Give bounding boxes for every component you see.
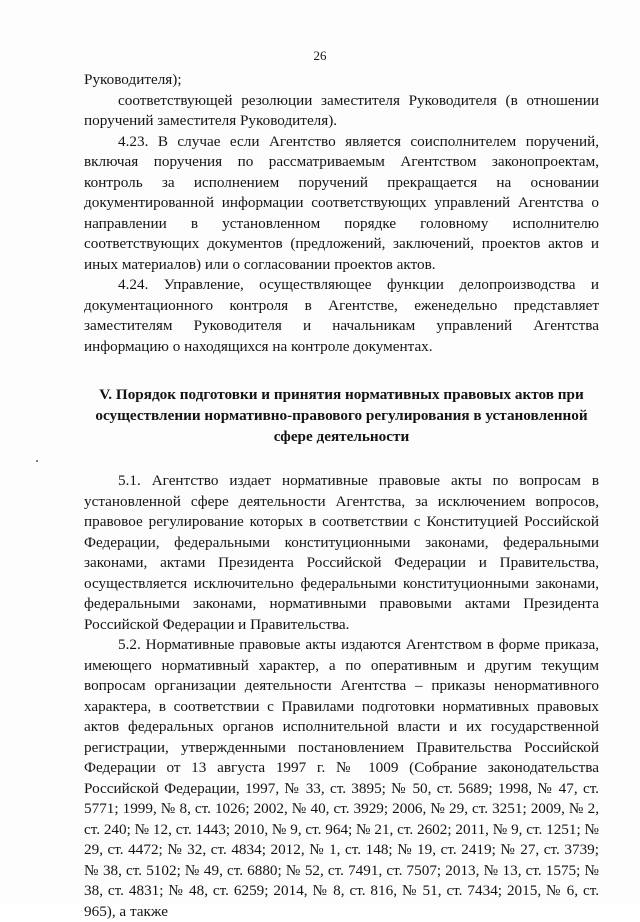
paragraph-4-23: 4.23. В случае если Агентство является соисполнителем поручений, включая поручения по рассматриваемым Агентством законопроектам, контроль за исполнением поручений прекращается на основании документированной информации соответствующих управлений Агентства о направлении в установленном порядке головному исполнителю соответствующих документов (предложений, заключений, проектов актов и иных материалов) или о согласовании проектов актов. [84, 132, 599, 273]
section-heading [84, 384, 599, 447]
paragraph-5-1: 5.1. Агентство издает нормативные правовые акты по вопросам в установленной сфере деятельности Агентства, за исключением вопросов, правовое регулирование которых в соответствии с Конституцией Российской Федерации, федеральными конституционными законами, федеральными законами, актами Президента Российской Федерации и Правительства, осуществляется исключительно федеральными конституционными законами, федеральными законами, нормативными правовыми актами Президента Российской Федерации и Правительства. [84, 472, 599, 633]
section-heading-line-2: осуществлении нормативно-правового регулирования в установленной [95, 407, 588, 424]
paragraph-4-24: 4.24. Управление, осуществляющее функции делопроизводства и документационного контроля в Агентстве, еженедельно представляет заместителям Руководителя и начальникам управлений Агентства информацию о находящихся на контроле документах. [84, 276, 599, 355]
document-body [84, 70, 599, 922]
paragraph-continuation: Руководителя); [84, 71, 182, 88]
scan-speck [36, 460, 38, 462]
section-heading-line-1: V. Порядок подготовки и принятия нормативных правовых актов при [99, 386, 584, 403]
page-number: 26 [313, 48, 327, 63]
paragraph-5-2: 5.2. Нормативные правовые акты издаются Агентством в форме приказа, имеющего нормативный характер, а по оперативным и другим текущим вопросам организации деятельности Агентства – приказы ненормативного характера, в соответствии с Правилами подготовки нормативных правовых актов федеральных органов исполнительной власти и их государственной регистрации, утвержденными постановлением Правительства Российской Федерации от 13 августа 1997 г. № 1009 (Собрание законодательства Российской Федерации, 1997, № 33, ст. 3895; № 50, ст. 5689; 1998, № 47, ст. 5771; 1999, № 8, ст. 1026; 2002, № 40, ст. 3929; 2006, № 29, ст. 3251; 2009, № 2, ст. 240; № 12, ст. 1443; 2010, № 9, ст. 964; № 21, ст. 2602; 2011, № 9, ст. 1251; № 29, ст. 4472; № 32, ст. 4834; 2012, № 1, ст. 148; № 19, ст. 2419; № 27, ст. 3739; № 38, ст. 5102; № 49, ст. 6880; № 52, ст. 7491, ст. 7507; 2013, № 13, ст. 1575; № 38, ст. 4831; № 48, ст. 6259; 2014, № 8, ст. 816, № 51, ст. 7434; 2015, № 6, ст. 965), а также [84, 636, 599, 920]
section-heading-line-3: сфере деятельности [273, 428, 410, 445]
paragraph-resolution: соответствующей резолюции заместителя Руководителя (в отношении поручений заместителя Руководителя). [84, 91, 599, 129]
